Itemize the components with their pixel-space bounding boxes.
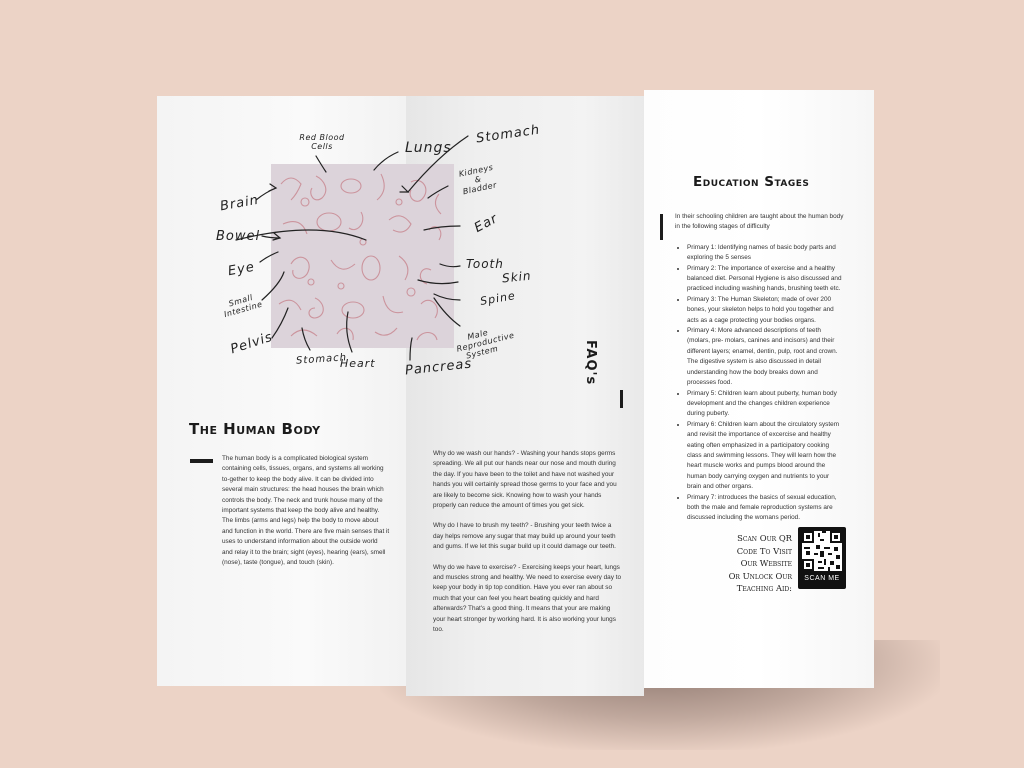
qr-caption-line: Teaching Aid: <box>736 583 792 594</box>
label-eye: Eye <box>226 259 257 280</box>
education-stages-text <box>675 212 845 524</box>
human-body-paragraph <box>222 454 390 578</box>
education-stages-title: Education Stages <box>693 174 810 190</box>
qr-caption <box>712 532 792 595</box>
label-pelvis: Pelvis <box>228 329 275 358</box>
qr-code-icon <box>802 531 842 571</box>
label-red-blood-cells: Red Blood Cells <box>299 133 345 151</box>
qr-caption-line: Our Website <box>740 558 792 569</box>
qr-code <box>798 527 846 589</box>
stage-item: • Primary 6: Children learn about the circulatory system and revisit the importance of excercise and healthy eating often emphasized in a participatory cooking class and swimming lessons. They will learn how the heart muscle works and pumps blood around the human body carrying oxygen and nutrients to your brain and other organs. <box>687 420 845 493</box>
stage-item: • Primary 3: The Human Skeleton; made of over 200 bones, your skeleton helps to hold you together and acts as a cage protecting your bodies organs. <box>687 295 845 326</box>
scan-me-label: SCAN ME <box>804 575 840 582</box>
faq-hand-washing: Why do we wash our hands? - Washing your hands stops germs spreading. We all put our hands near our nose and mouth during the day. If you have been to the toilet and have not washed your hands you will certainly spread those germs to your face and you are likely to become sick. Knowing how to wash your hands properly can reduce the amount of times you get sick. <box>433 450 617 510</box>
education-stage-list <box>675 243 845 524</box>
label-ear: Ear <box>471 211 501 236</box>
label-small-intestine: Small Intestine <box>223 292 264 320</box>
qr-caption-line: Scan Our QR <box>737 533 792 543</box>
label-male-reproductive: Male Reproductive System <box>455 327 516 361</box>
qr-caption-line: Code To Visit <box>736 545 792 556</box>
label-pancreas: Pancreas <box>404 356 473 379</box>
organ-pattern-illustration <box>271 164 454 348</box>
label-heart: Heart <box>340 357 376 370</box>
faq-exercise: Why do we have to exercise? - Exercising keeps your heart, lungs and muscles strong and healthy. We need to exercise every day to keep your body in tip top condition. Have you ever ran about so much that your can feel you heart beating quickly and hard afterwards? That's a good thing. It means that your are making your heart stronger by working hard. It is also working your lungs too. <box>433 563 622 634</box>
education-accent-bar <box>660 214 663 240</box>
label-tooth: Tooth <box>466 257 504 271</box>
human-body-title: The Human Body <box>189 420 321 438</box>
qr-pattern <box>802 531 842 571</box>
stage-item: • Primary 4: More advanced descriptions of teeth (molars, pre- molars, canines and incisors) and their different layers; enamel, dentin, pulp, root and crown. The digestive system is also discussed in detail understanding how the body breaks down and processes food. <box>687 326 845 388</box>
label-spine: Spine <box>479 288 517 309</box>
organ-pattern <box>271 164 454 348</box>
label-stomach-bottom: Stomach <box>295 352 348 367</box>
faq-list <box>433 449 623 646</box>
stage-item: • Primary 7: introduces the basics of sexual education, both the male and female reproduction systems are discussed including the womans period. <box>687 493 845 524</box>
label-lungs: Lungs <box>405 140 452 156</box>
human-body-accent-bar <box>190 459 213 463</box>
stage-item: • Primary 5: Children learn about puberty, human body development and the changes children experience during puberty. <box>687 389 845 420</box>
human-body-text: The human body is a complicated biological system containing cells, tissues, organs, and systems all working to-gether to keep the body alive. It can be divided into several main structures: the head houses the brain which controls the body. The neck and trunk house many of the important systems that keep the body alive and healthy. The limbs (arms and legs) help the body to move about and function in the world. There are five main senses that it uses to understand information about the outside world and relay it to the brain; sight (eyes), hearing (ears), smell (nose), taste (tongue), and touch (skin). <box>222 455 390 567</box>
faq-teeth-brushing: Why do I have to brush my teeth? - Brushing your teeth twice a day helps remove any sugar that may build up around your teeth and gums. If we let this sugar build up it could damage our teeth. <box>433 522 616 551</box>
qr-caption-line: Or Unlock Our <box>728 570 792 581</box>
faq-heading: FAQ's <box>583 340 598 386</box>
label-bowel: Bowel <box>216 229 261 244</box>
label-brain: Brain <box>218 192 261 215</box>
label-kidneys-bladder: Kidneys & Bladder <box>458 162 498 197</box>
faq-accent-bar <box>620 390 623 408</box>
education-intro: In their schooling children are taught about the human body in the following stages of difficulty <box>675 213 844 231</box>
stage-item: • Primary 1: Identifying names of basic body parts and exploring the 5 senses <box>687 243 845 264</box>
label-stomach-top: Stomach <box>475 122 542 147</box>
stage-item: • Primary 2: The importance of exercise and a healthy balanced diet. Personal Hygiene is also discussed and practiced including washing hands, brushing teeth etc. <box>687 264 845 295</box>
label-skin: Skin <box>501 268 533 286</box>
